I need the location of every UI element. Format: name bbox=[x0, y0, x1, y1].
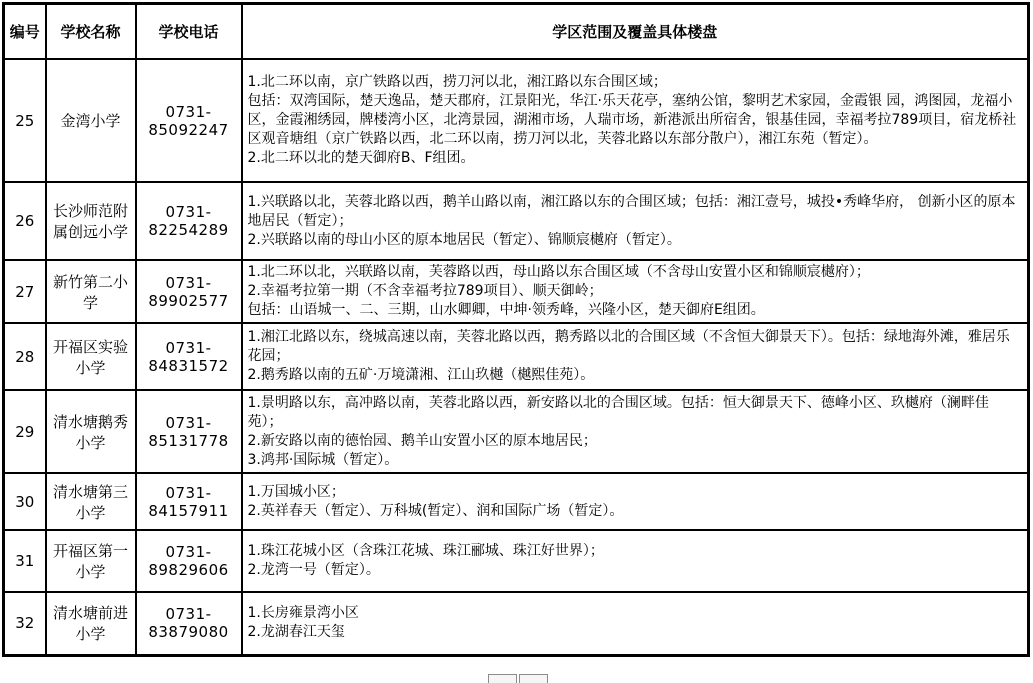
cell-row-number: 29 bbox=[4, 390, 46, 473]
cell-school-phone: 0731-83879080 bbox=[136, 592, 242, 655]
table-row bbox=[4, 592, 1029, 655]
cell-school-phone: 0731-89902577 bbox=[136, 260, 242, 323]
district-scope-item: 2.英祥春天（暂定）、万科城(暂定）、润和国际广场（暂定）。 bbox=[247, 502, 624, 519]
cell-row-number: 28 bbox=[4, 323, 46, 390]
partial-next-table-cells bbox=[488, 674, 550, 682]
cell-school-phone: 0731-84157911 bbox=[136, 473, 242, 530]
header-id: 编号 bbox=[4, 4, 46, 60]
header-district-scope: 学区范围及覆盖具体楼盘 bbox=[242, 4, 1029, 60]
table-body bbox=[4, 59, 1029, 655]
cell-school-phone: 0731-82254289 bbox=[136, 182, 242, 260]
district-scope-item: 包括：双湾国际，楚天逸品，楚天郡府，江景阳光，华江·乐天花亭，塞纳公馆，黎明艺术家园，金霞银 园，鸿图园，龙福小区，金霞湘绣园，牌楼湾小区，北湾景园，湖湘市场，人瑞市场，新港派出所宿舍，银基佳园，幸福考拉789项目，宿龙桥社区观音塘组（京广铁路以西，北二环以南，捞刀河以北，芙蓉北路以东部分散户），湘江东苑（暂定）。 bbox=[247, 93, 1017, 147]
district-scope-item: 包括：山语城一、二、三期，山水卿卿，中坤·领秀峰，兴隆小区，楚天御府E组团。 bbox=[247, 302, 765, 318]
table-row bbox=[4, 260, 1029, 323]
district-scope-item: 2.龙湖春江天玺 bbox=[247, 624, 345, 641]
district-scope-item: 1.景明路以东，高冲路以南，芙蓉北路以西，新安路以北的合围区域。包括：恒大御景天下、德峰小区、玖樾府（澜畔佳苑）； bbox=[247, 394, 989, 430]
district-scope-item: 1.兴联路以北，芙蓉北路以西，鹅羊山路以南，湘江路以东的合围区域；包括：湘江壹号，城投•秀峰华府， 创新小区的原本地居民（暂定）； bbox=[247, 193, 1016, 229]
cell-district-scope bbox=[242, 323, 1029, 390]
district-scope-item: 2.新安路以南的德怡园、鹅羊山安置小区的原本地居民； bbox=[247, 432, 597, 449]
table-row bbox=[4, 59, 1029, 182]
school-district-table bbox=[2, 2, 1030, 657]
header-row bbox=[4, 4, 1029, 60]
cell-school-name: 清水塘第三小学 bbox=[46, 473, 136, 530]
cell-school-name: 开福区实验小学 bbox=[46, 323, 136, 390]
header-school-name: 学校名称 bbox=[46, 4, 136, 60]
cell-school-phone: 0731-84831572 bbox=[136, 323, 242, 390]
header-school-phone: 学校电话 bbox=[136, 4, 242, 60]
district-scope-item: 1.北二环以北，兴联路以南，芙蓉路以西，母山路以东合围区域（不含母山安置小区和锦顺宸樾府）； bbox=[247, 264, 870, 280]
table-row bbox=[4, 473, 1029, 530]
district-scope-item: 1.万国城小区； bbox=[247, 483, 345, 500]
district-scope-item: 1.北二环以南，京广铁路以西，捞刀河以北，湘江路以东合围区域； bbox=[247, 74, 667, 90]
cell-school-name: 清水塘前进小学 bbox=[46, 592, 136, 655]
cell-district-scope bbox=[242, 473, 1029, 530]
cell-school-name: 金湾小学 bbox=[46, 59, 136, 182]
cell-row-number: 27 bbox=[4, 260, 46, 323]
district-scope-item: 3.鸿邦·国际城（暂定）。 bbox=[247, 451, 399, 468]
cell-school-name: 新竹第二小学 bbox=[46, 260, 136, 323]
cell-school-phone: 0731-89829606 bbox=[136, 530, 242, 592]
table-row bbox=[4, 323, 1029, 390]
cell-row-number: 32 bbox=[4, 592, 46, 655]
table-row bbox=[4, 530, 1029, 592]
cell-school-phone: 0731-85131778 bbox=[136, 390, 242, 473]
table-row bbox=[4, 390, 1029, 473]
cell-school-name: 长沙师范附属创远小学 bbox=[46, 182, 136, 260]
table-row bbox=[4, 182, 1029, 260]
cell-row-number: 25 bbox=[4, 59, 46, 182]
cell-school-phone: 0731-85092247 bbox=[136, 59, 242, 182]
cell-district-scope bbox=[242, 59, 1029, 182]
cell-district-scope bbox=[242, 530, 1029, 592]
partial-cell bbox=[519, 674, 548, 683]
district-scope-item: 1.长房雍景湾小区 bbox=[247, 605, 359, 622]
district-scope-item: 1.湘江北路以东，绕城高速以南，芙蓉北路以西，鹅秀路以北的合围区域（不含恒大御景天下）。包括：绿地海外滩，雅居乐花园； bbox=[247, 329, 1010, 364]
cell-district-scope bbox=[242, 390, 1029, 473]
partial-cell bbox=[488, 674, 517, 683]
cell-row-number: 26 bbox=[4, 182, 46, 260]
cell-district-scope bbox=[242, 260, 1029, 323]
cell-district-scope bbox=[242, 182, 1029, 260]
cell-row-number: 31 bbox=[4, 530, 46, 592]
cell-school-name: 清水塘鹅秀小学 bbox=[46, 390, 136, 473]
district-scope-item: 2.鹅秀路以南的五矿·万境潇湘、江山玖樾（樾熙佳苑）。 bbox=[247, 367, 595, 383]
district-scope-item: 1.珠江花城小区（含珠江花城、珠江郦城、珠江好世界）； bbox=[247, 543, 604, 559]
cell-district-scope bbox=[242, 592, 1029, 655]
cell-school-name: 开福区第一小学 bbox=[46, 530, 136, 592]
district-scope-item: 2.幸福考拉第一期（不含幸福考拉789项目）、顺天御岭； bbox=[247, 283, 603, 299]
district-scope-item: 2.兴联路以南的母山小区的原本地居民（暂定）、锦顺宸樾府（暂定）。 bbox=[247, 231, 681, 248]
cell-row-number: 30 bbox=[4, 473, 46, 530]
district-scope-item: 2.龙湾一号（暂定）。 bbox=[247, 562, 380, 578]
district-scope-item: 2.北二环以北的楚天御府B、F组团。 bbox=[247, 150, 475, 166]
